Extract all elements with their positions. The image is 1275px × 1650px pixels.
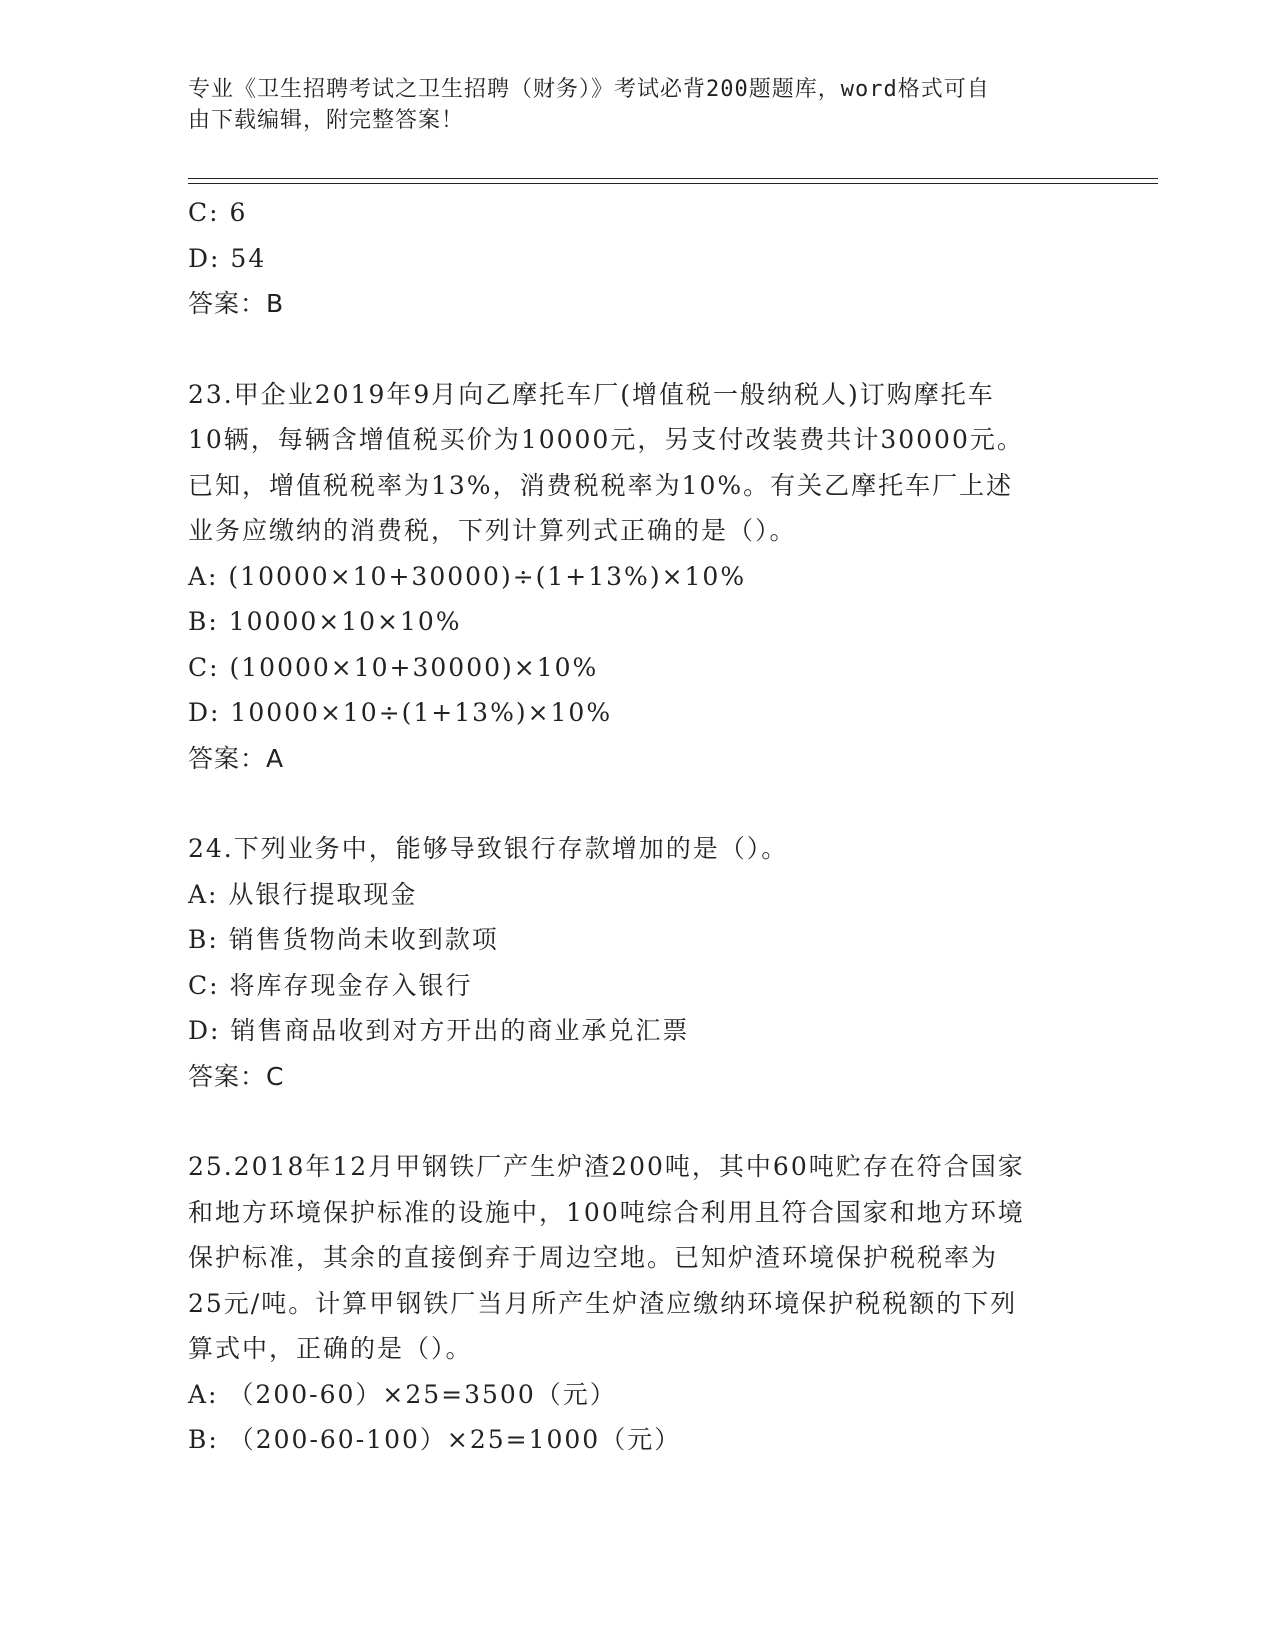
option-b: B: 销售货物尚未收到款项 — [188, 925, 499, 954]
option-c: C: (10000×10+30000)×10% — [188, 652, 599, 682]
question-stem-line: 和地方环境保护标准的设施中，100吨综合利用且符合国家和地方环境 — [188, 1197, 1025, 1227]
spacer — [188, 327, 1088, 372]
option-d: D: 10000×10÷(1+13%)×10% — [188, 698, 613, 727]
option-d: D: 销售商品收到对方开出的商业承兑汇票 — [188, 1016, 690, 1045]
question-23 — [188, 372, 1088, 782]
prev-option-c: C: 6 — [188, 198, 248, 227]
spacer — [188, 1099, 1088, 1144]
question-stem-line: 已知，增值税税率为13%，消费税税率为10%。有关乙摩托车厂上述 — [188, 470, 1014, 500]
header-divider-top — [188, 178, 1158, 179]
question-25 — [188, 1144, 1088, 1463]
question-stem-line: 保护标准，其余的直接倒弃于周边空地。已知炉渣环境保护税税率为 — [188, 1243, 999, 1272]
question-stem-line: 23.甲企业2019年9月向乙摩托车厂(增值税一般纳税人)订购摩托车 — [188, 379, 995, 409]
option-a: A: 从银行提取现金 — [188, 879, 418, 909]
question-24 — [188, 826, 1088, 1099]
answer: 答案：C — [188, 1061, 285, 1091]
option-a: A: (10000×10+30000)÷(1+13%)×10% — [188, 561, 747, 591]
header-line-1: 专业《卫生招聘考试之卫生招聘（财务）》考试必背200题题库，word格式可自 — [188, 77, 990, 102]
question-stem-line: 24.下列业务中，能够导致银行存款增加的是（）。 — [188, 834, 789, 863]
option-c: C: 将库存现金存入银行 — [188, 970, 473, 1000]
option-b: B: （200-60-100）×25=1000（元） — [188, 1425, 682, 1454]
question-stem-line: 算式中，正确的是（）。 — [188, 1334, 473, 1363]
header-line-2: 由下载编辑，附完整答案！ — [188, 108, 465, 133]
question-stem-line: 25元/吨。计算甲钢铁厂当月所产生炉渣应缴纳环境保护税税额的下列 — [188, 1288, 1018, 1318]
option-a: A: （200-60）×25=3500（元） — [188, 1379, 617, 1409]
document-header — [188, 74, 1068, 136]
question-stem-line: 25.2018年12月甲钢铁厂产生炉渣200吨，其中60吨贮存在符合国家 — [188, 1152, 1025, 1181]
option-b: B: 10000×10×10% — [188, 607, 462, 636]
question-stem-line: 10辆，每辆含增值税买价为10000元，另支付改装费共计30000元。 — [188, 425, 1024, 454]
document-body — [188, 190, 1088, 1463]
spacer — [188, 781, 1088, 826]
header-divider-bottom — [188, 183, 1158, 184]
answer: 答案：A — [188, 743, 285, 773]
prev-option-d: D: 54 — [188, 243, 267, 273]
question-stem-line: 业务应缴纳的消费税，下列计算列式正确的是（）。 — [188, 516, 797, 545]
prev-answer: 答案：B — [188, 289, 285, 318]
